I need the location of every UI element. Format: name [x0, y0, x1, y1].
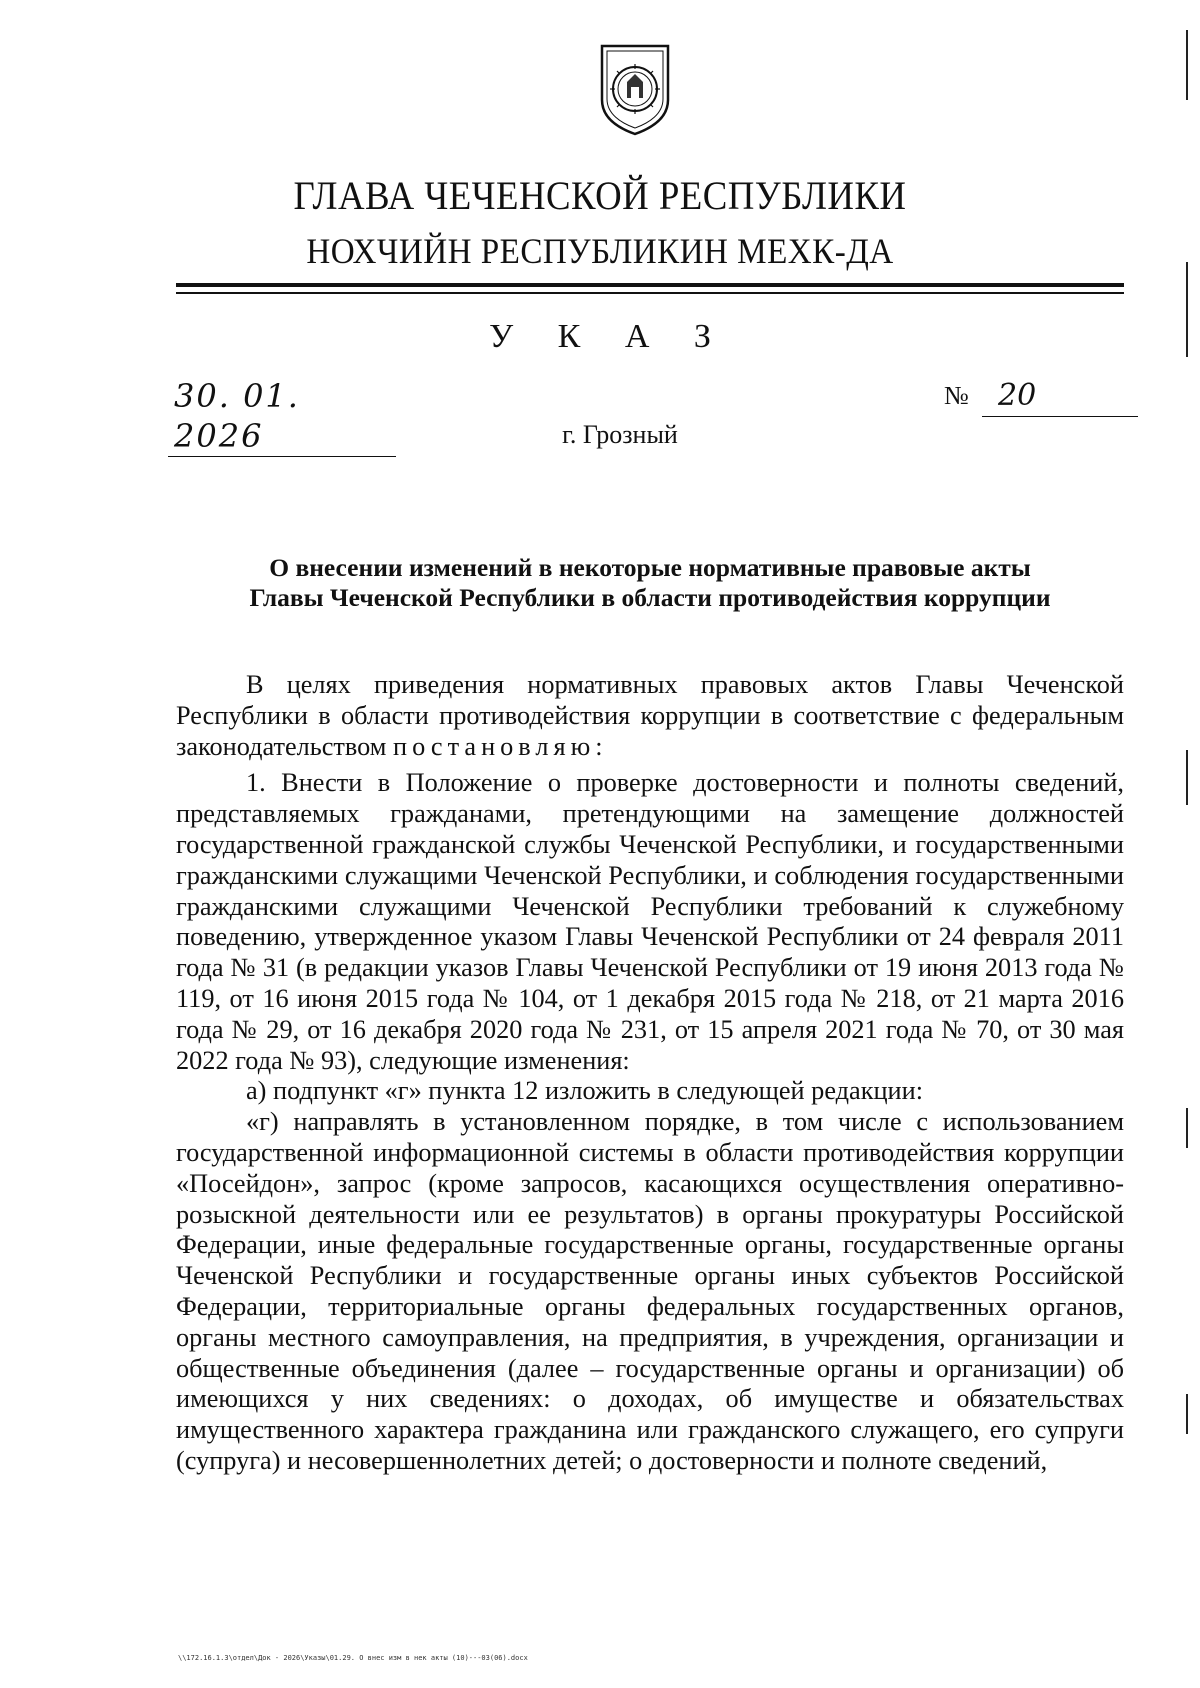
scan-artifact	[1186, 30, 1188, 100]
header-divider-thin	[176, 292, 1124, 294]
number-label: №	[944, 381, 969, 410]
file-path-footer: \\172.16.1.3\отдел\Док - 2026\Указы\01.29. О внес изм в нек акты (10)---03(06).docx	[178, 1654, 528, 1662]
scan-artifact	[1186, 1108, 1188, 1148]
document-type: У К А З	[489, 318, 729, 355]
header-divider-thick	[176, 283, 1124, 287]
point-1: 1. Внести в Положение о проверке достоверности и полноты сведений, представляемых гражданами, претендующими на замещение должностей государственной гражданской службы Чеченской Республики, и государственными гражданскими служащими Чеченской Республики, и соблюдения государственными гражданскими служащими Чеченской Республики требований к служебному поведению, утвержденное указом Главы Чеченской Республики от 24 февраля 2011 года № 31 (в редакции указов Главы Чеченской Республики от 19 июня 2013 года № 119, от 16 июня 2015 года № 104, от 1 декабря 2015 года № 218, от 21 марта 2016 года № 29, от 16 декабря 2020 года № 231, от 15 апреля 2021 года № 70, от 30 мая 2022 года № 93), следующие изменения:	[176, 768, 1124, 1075]
subpoint-a: а) подпункт «г» пункта 12 изложить в следующей редакции:	[246, 1076, 924, 1106]
scan-artifact	[1186, 750, 1188, 805]
preamble-text: В целях приведения нормативных правовых актов Главы Чеченской Республики в области противодействия коррупции в соответствие с федеральным законодательством	[176, 670, 1124, 761]
document-body	[176, 670, 1124, 1477]
scan-artifact	[1186, 262, 1188, 357]
preamble-paragraph	[176, 670, 1124, 762]
document-title	[176, 553, 1124, 613]
decree-word: постановляю:	[393, 731, 608, 761]
issuer-title-russian: ГЛАВА ЧЕЧЕНСКОЙ РЕСПУБЛИКИ	[293, 173, 907, 218]
city: г. Грозный	[562, 420, 678, 449]
quoted-subpoint-g: «г) направлять в установленном порядке, в том числе с использованием государственной информационной системы в области противодействия коррупции «Посейдон», запрос (кроме запросов, касающихся осуществления оперативно-розыскной деятельности или ее результатов) в органы прокуратуры Российской Федерации, иные федеральные государственные органы, государственные органы Чеченской Республики и государственные органы иных субъектов Российской Федерации, территориальные органы федеральных государственных органов, органы местного самоуправления, на предприятия, в учреждения, организации и общественные объединения (далее – государственные органы и организации) об имеющихся у них сведениях: о доходах, об имуществе и обязательствах имущественного характера гражданина или гражданского служащего, его супруги (супруга) и несовершеннолетних детей; о достоверности и полноте сведений,	[176, 1107, 1124, 1475]
document-title-line: О внесении изменений в некоторые нормативные правовые акты	[269, 553, 1031, 582]
scan-artifact	[1186, 1394, 1188, 1434]
decree-date: 30. 01. 2026	[168, 376, 396, 457]
issuer-title-chechen: НОХЧИЙН РЕСПУБЛИКИН МЕХК-ДА	[306, 231, 894, 271]
document-title-line: Главы Чеченской Республики в области противодействия коррупции	[249, 583, 1051, 612]
coat-of-arms-emblem	[598, 42, 672, 136]
decree-number: 20	[982, 376, 1138, 417]
